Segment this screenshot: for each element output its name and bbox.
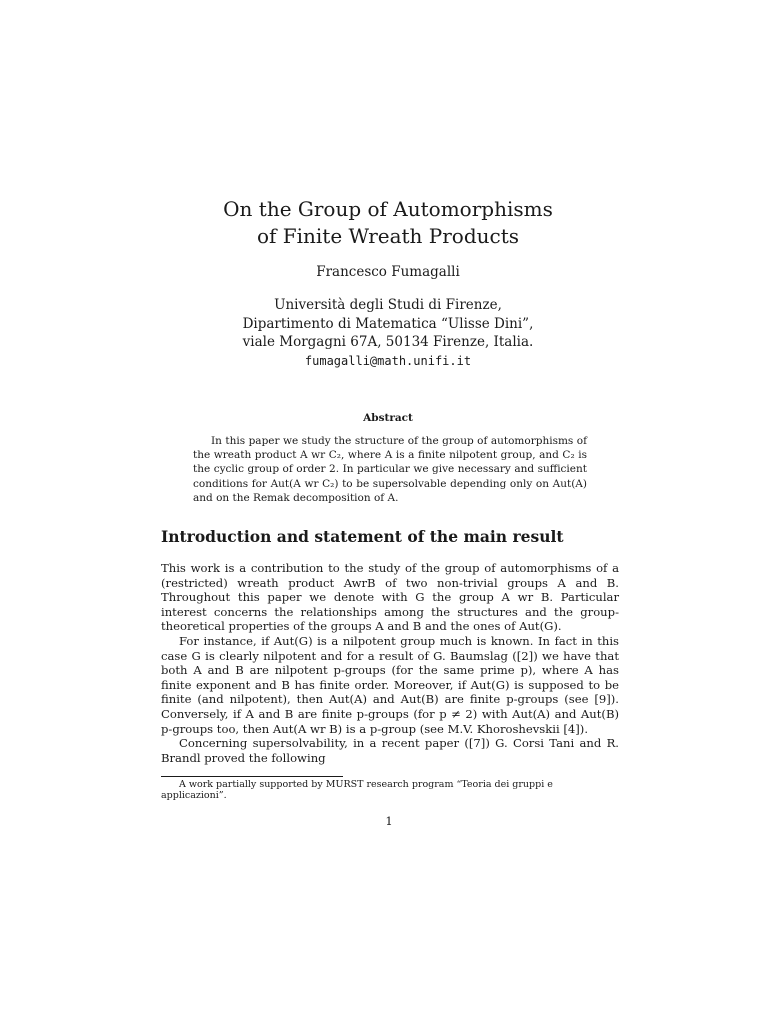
title-line-2: of Finite Wreath Products	[256, 224, 520, 248]
paragraph-2: For instance, if Aut(G) is a nilpotent group much is known. In fact in this case G is clearly nilpotent and for a result of G. Baumslag ([2]) we have that both A and B are nilpotent p-groups (for the same prime p), where A has finite exponent and B has finite order. Moreover, if Aut(G) is supposed to be finite (and nilpotent), then Aut(A) and Aut(B) are finite p-groups (see [9]). Conversely, if A and B are finite p-groups (for p ≠ 2) with Aut(A) and Aut(B) p-groups too, then Aut(A wr B) is a p-group (see M.V. Khoroshevskii [4]).	[161, 633, 619, 736]
paragraph-1: This work is a contribution to the study of the group of automorphisms of a (restricted) wreath product AwrB of two non-trivial groups A and B. Throughout this paper we denote with G the group A wr B. Particular interest concerns the relationships among the structures and the group-theoretical properties of the groups A and B and the ones of Aut(G).	[161, 561, 619, 634]
affiliation-line-2: Dipartimento di Matematica “Ulisse Dini”,	[242, 315, 534, 332]
title-line-1: On the Group of Automorphisms	[223, 197, 553, 221]
author-email: fumagalli@math.unifi.it	[304, 353, 472, 368]
affiliation	[160, 296, 616, 370]
abstract-text: In this paper we study the structure of the group of automorphisms of the wreath product A wr C₂, where A is a finite nilpotent group, and C₂ is the cyclic group of order 2. In particular we give necessary and sufficient conditions for Aut(A wr C₂) to be supersolvable depending only on Aut(A) and on the Remak decomposition of A.	[193, 435, 587, 504]
page-number: 1	[385, 814, 393, 828]
abstract	[193, 434, 587, 505]
paragraph-3: Concerning supersolvability, in a recent paper ([7]) G. Corsi Tani and R. Brandl proved the following	[161, 736, 619, 765]
body-text	[161, 561, 619, 765]
abstract-heading: Abstract	[363, 412, 413, 424]
affiliation-line-3: viale Morgagni 67A, 50134 Firenze, Italia.	[242, 334, 534, 350]
author-name: Francesco Fumagalli	[316, 264, 460, 280]
footnote-rule	[161, 776, 343, 777]
footnote: A work partially supported by MURST research program “Teoria dei gruppi e applicazioni”.	[161, 779, 553, 801]
paper-title	[160, 196, 616, 250]
section-heading: Introduction and statement of the main result	[161, 527, 564, 546]
affiliation-line-1: Università degli Studi di Firenze,	[274, 297, 502, 313]
